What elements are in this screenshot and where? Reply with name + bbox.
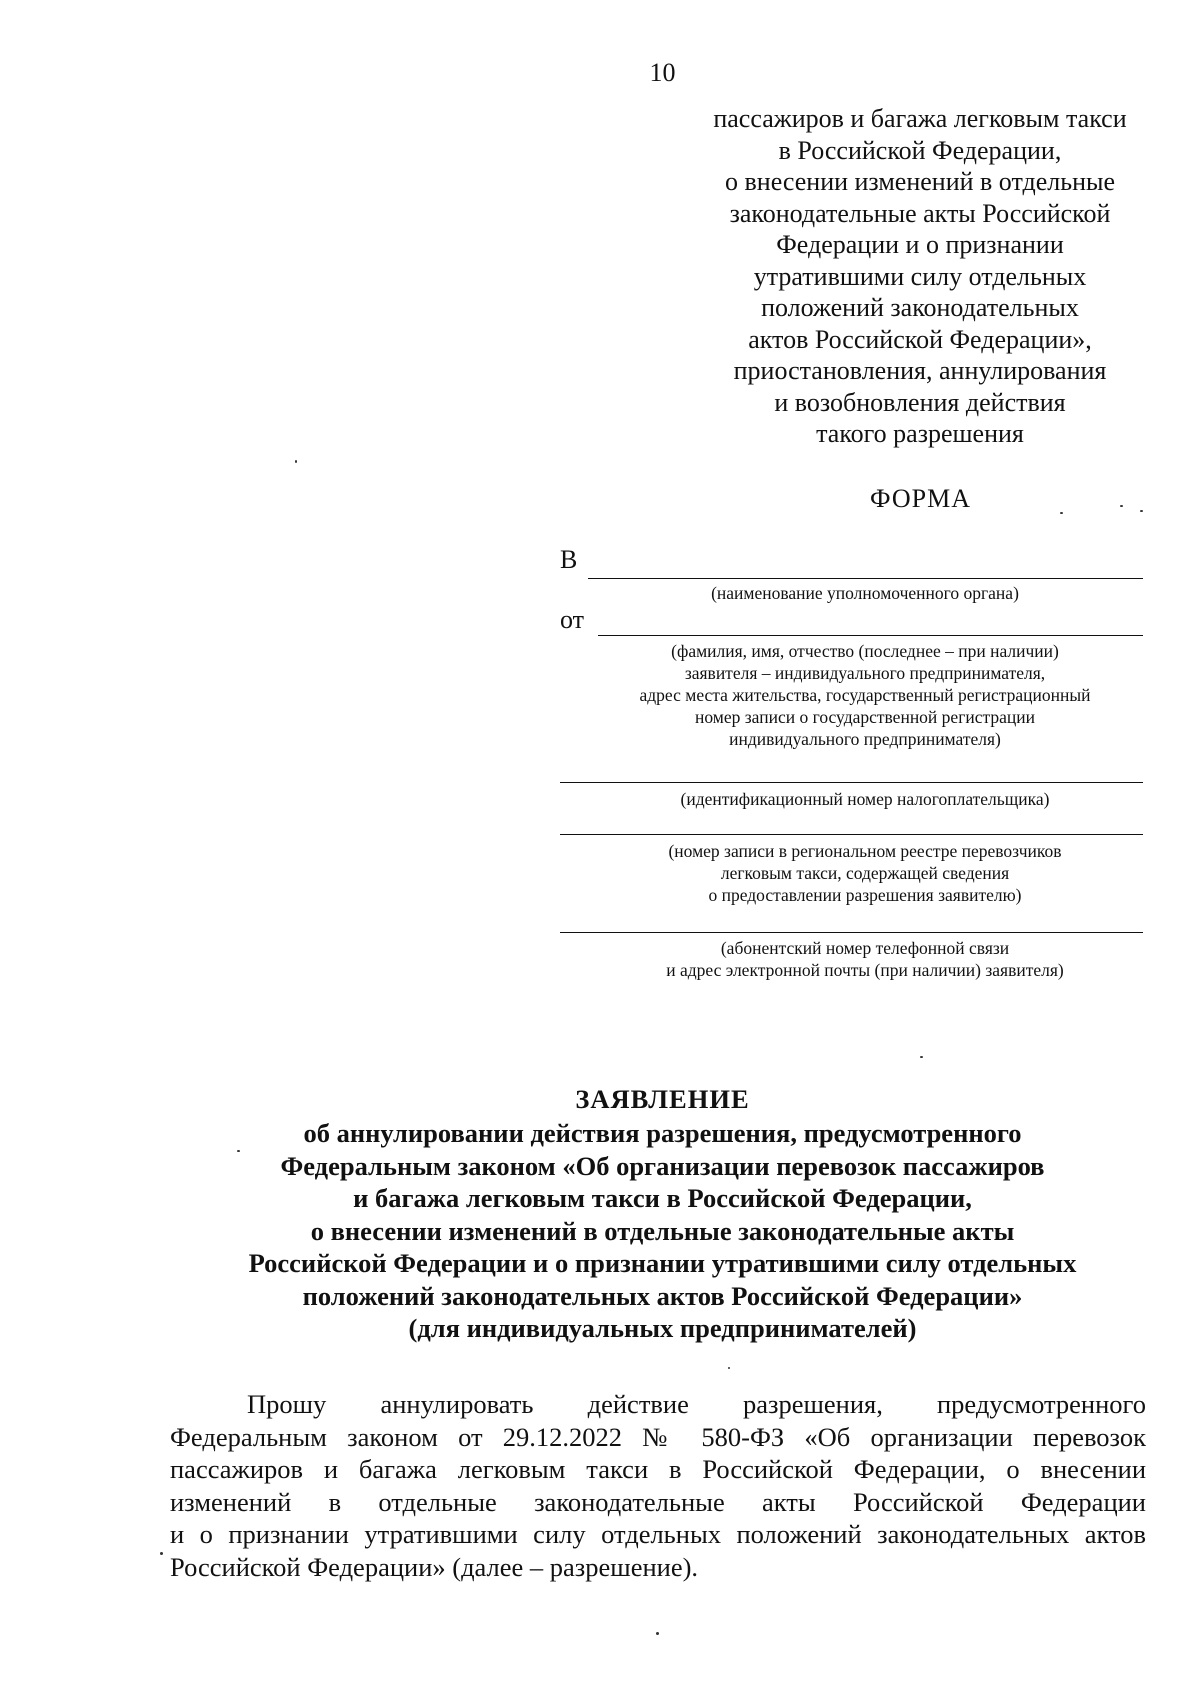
- subtitle-line: и багажа легковым такси в Российской Федерации,: [353, 1183, 972, 1213]
- statement-subtitle: [0, 1117, 1200, 1345]
- from-label: от: [560, 605, 585, 634]
- caption-line: о предоставлении разрешения заявителю): [708, 885, 1022, 905]
- header-line: актов Российской Федерации»,: [748, 324, 1092, 354]
- inn-field[interactable]: [560, 782, 1143, 783]
- header-line: такого разрешения: [816, 419, 1024, 448]
- scan-speck: [237, 1150, 240, 1152]
- caption-line: (абонентский номер телефонной связи: [720, 938, 1010, 958]
- caption-line: (фамилия, имя, отчество (последнее – при наличии): [671, 641, 1059, 661]
- subtitle-line: Федеральным законом «Об организации перевозок пассажиров: [280, 1150, 1045, 1181]
- caption-line: индивидуального предпринимателя): [729, 729, 1001, 749]
- inn-caption: (идентификационный номер налогоплательщика): [680, 789, 1050, 809]
- header-line: пассажиров и багажа легковым такси: [713, 104, 1127, 133]
- subtitle-line: о внесении изменений в отдельные законодательные акты: [310, 1215, 1015, 1246]
- subtitle-line: об аннулировании действия разрешения, предусмотренного: [303, 1118, 1022, 1148]
- form-label: ФОРМА: [870, 484, 971, 513]
- caption-line: (номер записи в региональном реестре перевозчиков: [668, 841, 1062, 861]
- header-line: Федерации и о признании: [776, 230, 1064, 259]
- scan-speck: [1120, 505, 1123, 507]
- scan-speck: [160, 1552, 163, 1555]
- body-line: Прошу аннулировать действие разрешения, предусмотренного: [247, 1389, 1146, 1419]
- scan-speck: [1060, 512, 1063, 514]
- body-line: Российской Федерации» (далее – разрешение).: [170, 1551, 699, 1582]
- subtitle-line: Российской Федерации и о признании утратившими силу отдельных: [248, 1248, 1077, 1278]
- to-label: В: [560, 545, 578, 574]
- body-line: пассажиров и багажа легковым такси в Российской Федерации, о внесении: [170, 1454, 1146, 1484]
- caption-line: номер записи о государственной регистрации: [695, 707, 1035, 727]
- page-number: 10: [649, 58, 676, 87]
- header-line: утратившими силу отдельных: [753, 261, 1087, 291]
- contact-caption: [580, 937, 1150, 981]
- body-line: изменений в отдельные законодательные акты Российской Федерации: [170, 1486, 1146, 1517]
- caption-line: заявителя – индивидуального предпринимателя,: [684, 663, 1046, 683]
- form-approval-header: [680, 103, 1160, 450]
- header-line: приостановления, аннулирования: [733, 356, 1107, 385]
- header-line: положений законодательных: [761, 293, 1079, 322]
- from-applicant-caption: [580, 640, 1150, 750]
- header-line: о внесении изменений в отдельные: [725, 167, 1115, 196]
- scan-speck: [656, 1632, 659, 1635]
- header-line: и возобновления действия: [774, 387, 1066, 417]
- statement-title: ЗАЯВЛЕНИЕ: [575, 1084, 750, 1114]
- registry-record-field[interactable]: [560, 834, 1143, 835]
- scan-speck: [295, 460, 297, 463]
- registry-record-caption: [580, 840, 1150, 906]
- scan-speck: [728, 1367, 730, 1369]
- to-authority-caption: (наименование уполномоченного органа): [711, 583, 1019, 603]
- caption-line: и адрес электронной почты (при наличии) заявителя): [666, 960, 1064, 980]
- scan-speck: [1140, 510, 1143, 512]
- caption-line: адрес места жительства, государственный регистрационный: [639, 685, 1091, 705]
- contact-field[interactable]: [560, 932, 1143, 933]
- caption-line: легковым такси, содержащей сведения: [720, 863, 1010, 883]
- body-line: и о признании утратившими силу отдельных положений законодательных актов: [170, 1519, 1146, 1549]
- from-applicant-field[interactable]: [598, 635, 1143, 636]
- header-line: законодательные акты Российской: [729, 198, 1111, 228]
- scan-speck: [920, 1056, 923, 1058]
- subtitle-line: (для индивидуальных предпринимателей): [408, 1313, 917, 1343]
- header-line: в Российской Федерации,: [778, 135, 1062, 165]
- body-line: Федеральным законом от 29.12.2022 № 580-ФЗ «Об организации перевозок: [170, 1421, 1146, 1452]
- to-authority-field[interactable]: [588, 578, 1143, 579]
- subtitle-line: положений законодательных актов Российской Федерации»: [302, 1280, 1023, 1311]
- statement-body: [170, 1388, 1146, 1583]
